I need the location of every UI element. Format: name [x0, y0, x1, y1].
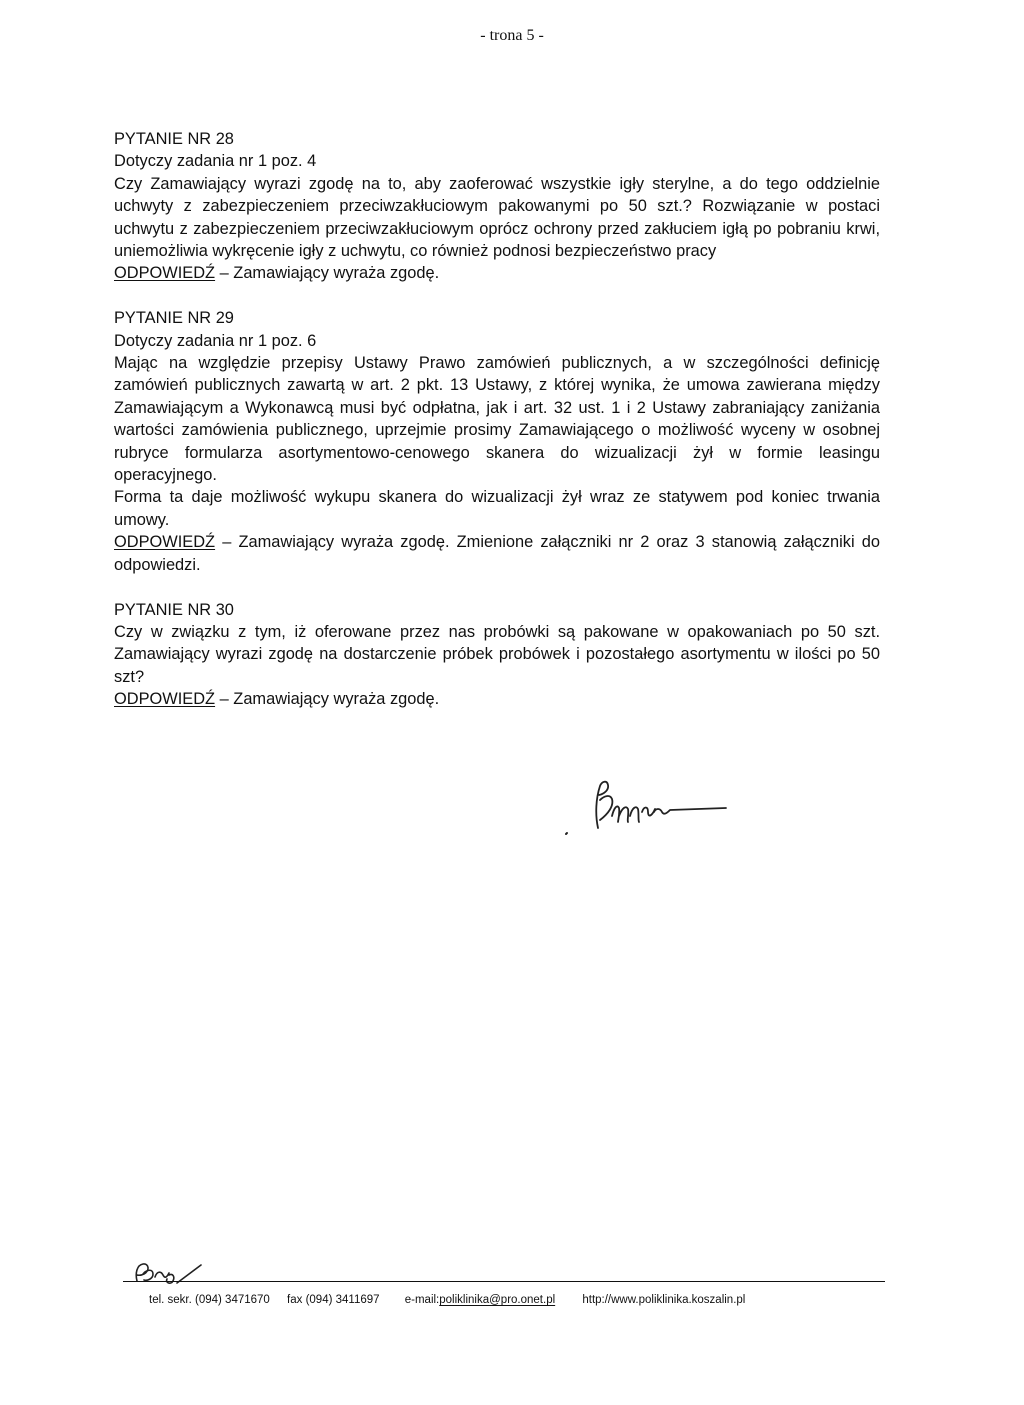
question-text: Czy w związku z tym, iż oferowane przez nas probówki są pakowane w opakowaniach po 50 szt. Zamawiający wyrazi zgodę na dostarczenie próbek probówek i pozostałego asortymentu w ilości po 50 szt? — [114, 622, 880, 686]
footer-contact — [149, 1294, 869, 1306]
footer-fax: fax (094) 3411697 — [287, 1294, 380, 1306]
signature — [562, 776, 732, 838]
footer-email-label: e-mail: — [404, 1294, 440, 1306]
question-28 — [114, 128, 880, 285]
question-29 — [114, 307, 880, 576]
initials-mark — [131, 1259, 211, 1289]
question-30 — [114, 599, 880, 711]
question-heading: PYTANIE NR 30 — [114, 600, 234, 619]
document-body — [114, 128, 880, 711]
question-heading: PYTANIE NR 28 — [114, 130, 234, 148]
answer-line — [114, 531, 880, 576]
footer-email-link[interactable]: poliklinika@pro.onet.pl — [439, 1294, 556, 1306]
question-text-extra: Forma ta daje możliwość wykupu skanera do wizualizacji żył wraz ze statywem pod koniec trwania umowy. — [114, 488, 880, 529]
answer-line — [114, 262, 880, 284]
question-heading: PYTANIE NR 29 — [114, 309, 234, 328]
question-subheading: Dotyczy zadania nr 1 poz. 6 — [114, 331, 317, 350]
footer-divider — [123, 1281, 885, 1282]
footer-email — [405, 1294, 555, 1306]
footer-website[interactable]: http://www.poliklinika.koszalin.pl — [582, 1294, 746, 1306]
answer-label: ODPOWIEDŹ — [114, 690, 216, 709]
page-number: - trona 5 - — [480, 27, 544, 44]
answer-line — [114, 688, 880, 710]
answer-label: ODPOWIEDŹ — [114, 533, 216, 552]
answer-text: – Zamawiający wyraża zgodę. — [215, 264, 440, 283]
answer-label: ODPOWIEDŹ — [114, 264, 216, 283]
question-subheading: Dotyczy zadania nr 1 poz. 4 — [114, 152, 317, 171]
answer-text: – Zamawiający wyraża zgodę. Zmienione załączniki nr 2 oraz 3 stanowią załączniki do odpowiedzi. — [114, 533, 880, 574]
footer-phone: tel. sekr. (094) 3471670 — [149, 1294, 270, 1306]
question-text: Czy Zamawiający wyrazi zgodę na to, aby zaoferować wszystkie igły sterylne, a do tego oddzielnie uchwyty z zabezpieczeniem przeciwzakłuciowym pakowanymi po 50 szt.? Rozwiązanie w postaci uchwytu z zabezpieczeniem przeciwzakłuciowym oprócz ochrony przed zakłuciem igłą po pobraniu krwi, uniemożliwia wykręcenie igły z uchwytu, co również podnosi bezpieczeństwo pracy — [114, 174, 880, 261]
question-text: Mając na względzie przepisy Ustawy Prawo zamówień publicznych, a w szczególności definicję zamówień publicznych zawartą w art. 2 pkt. 13 Ustawy, z której wynika, że umowa zawierana między Zamawiającym a Wykonawcą musi być odpłatna, jak i art. 32 ust. 1 i 2 Ustawy zabraniający zaniżania wartości zamówienia publicznego, uprzejmie prosimy Zamawiającego o możliwość wyceny w osobnej rubryce formularza asortymentowo-cenowego skanera do wizualizacji żył w formie leasingu operacyjnego. — [114, 354, 880, 485]
answer-text: – Zamawiający wyraża zgodę. — [215, 690, 440, 709]
